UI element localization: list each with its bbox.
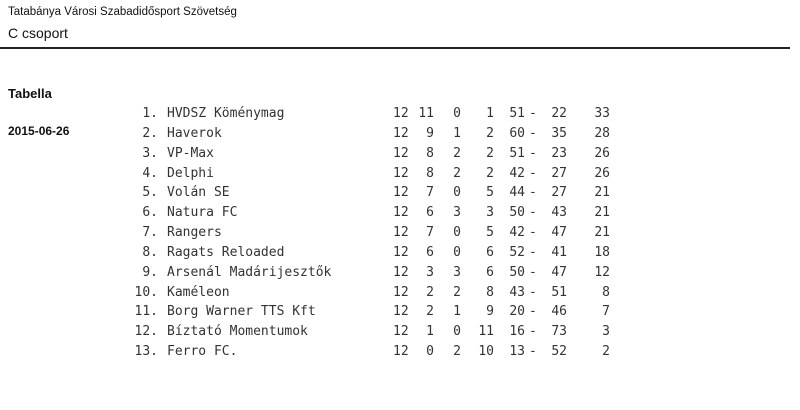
- row-drawn: 2: [453, 165, 461, 181]
- row-goal-separator: -: [529, 125, 537, 141]
- row-lost: 11: [478, 324, 494, 340]
- row-drawn: 0: [453, 324, 461, 340]
- row-goal-separator: -: [529, 225, 537, 241]
- row-position: 12.: [134, 324, 158, 340]
- organization-name: Tatabánya Városi Szabadidősport Szövetség: [8, 6, 237, 18]
- row-lost: 10: [478, 344, 494, 360]
- row-team: Arsenál Madárijesztők: [167, 264, 332, 280]
- row-lost: 9: [486, 304, 494, 320]
- row-goals-for: 51: [509, 106, 525, 121]
- row-won: 8: [426, 165, 434, 181]
- row-drawn: 0: [453, 244, 461, 260]
- section-title: Tabella: [8, 86, 52, 101]
- row-position: 11.: [134, 304, 158, 320]
- row-goals-against: 47: [551, 264, 567, 280]
- row-position: 4.: [142, 165, 158, 181]
- row-goals-against: 41: [551, 244, 567, 260]
- row-goal-separator: -: [529, 264, 537, 280]
- row-goals-against: 43: [551, 205, 567, 221]
- row-goals-against: 73: [551, 324, 567, 340]
- row-goals-for: 52: [509, 244, 525, 260]
- row-drawn: 0: [453, 106, 461, 121]
- row-played: 12: [393, 125, 409, 141]
- row-goals-against: 47: [551, 225, 567, 241]
- row-lost: 2: [486, 145, 494, 161]
- row-goal-separator: -: [529, 244, 537, 260]
- row-played: 12: [393, 284, 409, 300]
- row-position: 10.: [134, 284, 158, 300]
- row-played: 12: [393, 304, 409, 320]
- row-goals-against: 51: [551, 284, 567, 300]
- row-goals-for: 60: [509, 125, 525, 141]
- row-goal-separator: -: [529, 205, 537, 221]
- row-position: 8.: [142, 244, 158, 260]
- row-goals-against: 27: [551, 185, 567, 201]
- row-goals-against: 23: [551, 145, 567, 161]
- row-drawn: 3: [453, 205, 461, 221]
- standings-date: 2015-06-26: [8, 124, 70, 138]
- row-won: 8: [426, 145, 434, 161]
- row-points: 21: [594, 185, 610, 201]
- row-position: 3.: [142, 145, 158, 161]
- row-won: 7: [426, 185, 434, 201]
- row-goal-separator: -: [529, 344, 537, 360]
- row-won: 3: [426, 264, 434, 280]
- row-team: Ragats Reloaded: [167, 244, 285, 260]
- row-points: 3: [602, 324, 610, 340]
- row-played: 12: [393, 244, 409, 260]
- row-drawn: 0: [453, 185, 461, 201]
- row-goal-separator: -: [529, 284, 537, 300]
- row-position: 9.: [142, 264, 158, 280]
- row-drawn: 1: [453, 304, 461, 320]
- row-team: Volán SE: [167, 185, 230, 201]
- row-won: 1: [426, 324, 434, 340]
- row-points: 21: [594, 205, 610, 221]
- row-position: 7.: [142, 225, 158, 241]
- row-won: 7: [426, 225, 434, 241]
- row-points: 12: [594, 264, 610, 280]
- row-team: Rangers: [167, 225, 222, 241]
- row-goals-against: 27: [551, 165, 567, 181]
- row-lost: 5: [486, 225, 494, 241]
- row-drawn: 1: [453, 125, 461, 141]
- row-goals-for: 16: [509, 324, 525, 340]
- row-played: 12: [393, 344, 409, 360]
- row-lost: 1: [486, 106, 494, 121]
- group-title: C csoport: [8, 25, 68, 41]
- row-team: VP-Max: [167, 145, 214, 161]
- row-drawn: 2: [453, 344, 461, 360]
- row-points: 18: [594, 244, 610, 260]
- row-points: 26: [594, 165, 610, 181]
- row-played: 12: [393, 185, 409, 201]
- row-lost: 2: [486, 165, 494, 181]
- row-goal-separator: -: [529, 185, 537, 201]
- row-team: Natura FC: [167, 205, 238, 221]
- row-drawn: 2: [453, 145, 461, 161]
- row-lost: 6: [486, 244, 494, 260]
- row-drawn: 2: [453, 284, 461, 300]
- row-won: 9: [426, 125, 434, 141]
- row-won: 2: [426, 284, 434, 300]
- row-goals-for: 43: [509, 284, 525, 300]
- row-played: 12: [393, 225, 409, 241]
- row-goals-for: 44: [509, 185, 525, 201]
- row-team: Bíztató Momentumok: [167, 324, 308, 340]
- row-points: 26: [594, 145, 610, 161]
- row-team: Haverok: [167, 125, 222, 141]
- row-won: 11: [418, 106, 434, 121]
- row-goals-for: 51: [509, 145, 525, 161]
- row-goal-separator: -: [529, 304, 537, 320]
- row-goals-for: 50: [509, 205, 525, 221]
- row-team: HVDSZ Köménymag: [167, 106, 285, 121]
- row-goals-for: 20: [509, 304, 525, 320]
- row-lost: 2: [486, 125, 494, 141]
- row-position: 1.: [142, 106, 158, 121]
- row-team: Borg Warner TTS Kft: [167, 304, 316, 320]
- row-played: 12: [393, 264, 409, 280]
- row-goals-against: 35: [551, 125, 567, 141]
- row-goal-separator: -: [529, 165, 537, 181]
- row-team: Kaméleon: [167, 284, 230, 300]
- row-lost: 5: [486, 185, 494, 201]
- row-points: 33: [594, 106, 610, 121]
- row-drawn: 3: [453, 264, 461, 280]
- row-played: 12: [393, 145, 409, 161]
- row-points: 21: [594, 225, 610, 241]
- row-points: 28: [594, 125, 610, 141]
- row-won: 2: [426, 304, 434, 320]
- header-divider: [0, 47, 790, 49]
- row-goals-against: 46: [551, 304, 567, 320]
- row-team: Delphi: [167, 165, 214, 181]
- row-points: 2: [602, 344, 610, 360]
- row-lost: 8: [486, 284, 494, 300]
- row-goals-for: 42: [509, 225, 525, 241]
- row-played: 12: [393, 324, 409, 340]
- row-position: 6.: [142, 205, 158, 221]
- row-played: 12: [393, 165, 409, 181]
- row-goals-for: 13: [509, 344, 525, 360]
- row-goal-separator: -: [529, 145, 537, 161]
- row-position: 5.: [142, 185, 158, 201]
- row-points: 8: [602, 284, 610, 300]
- row-won: 6: [426, 205, 434, 221]
- row-team: Ferro FC.: [167, 344, 238, 360]
- row-goals-against: 52: [551, 344, 567, 360]
- row-lost: 3: [486, 205, 494, 221]
- row-played: 12: [393, 205, 409, 221]
- row-played: 12: [393, 106, 409, 121]
- row-goals-for: 50: [509, 264, 525, 280]
- row-position: 2.: [142, 125, 158, 141]
- row-goals-against: 22: [551, 106, 567, 121]
- row-won: 0: [426, 344, 434, 360]
- row-lost: 6: [486, 264, 494, 280]
- row-goal-separator: -: [529, 106, 537, 121]
- row-points: 7: [602, 304, 610, 320]
- row-drawn: 0: [453, 225, 461, 241]
- row-position: 13.: [134, 344, 158, 360]
- row-goal-separator: -: [529, 324, 537, 340]
- row-won: 6: [426, 244, 434, 260]
- row-goals-for: 42: [509, 165, 525, 181]
